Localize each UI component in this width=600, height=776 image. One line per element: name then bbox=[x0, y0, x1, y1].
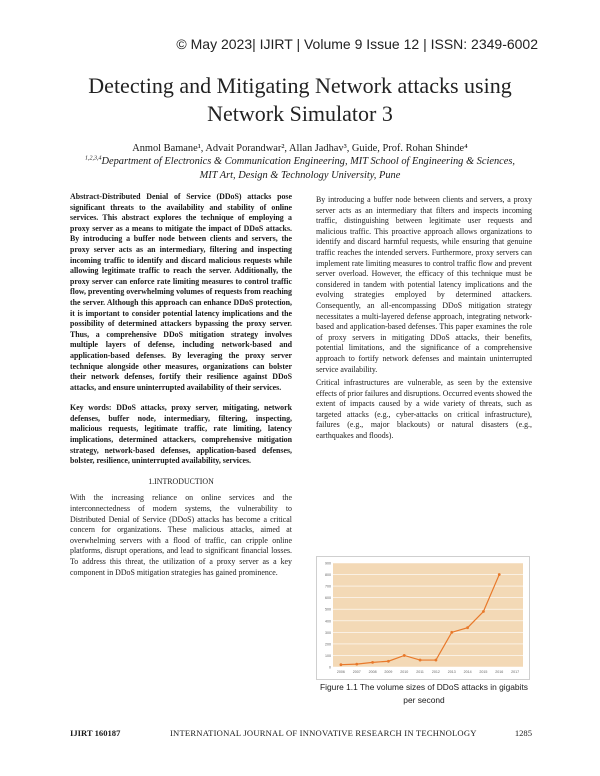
chart-y-tick-label: 400 bbox=[325, 619, 331, 624]
chart-x-tick-label: 2013 bbox=[447, 670, 456, 674]
footer-journal-name: INTERNATIONAL JOURNAL OF INNOVATIVE RESEARCH IN TECHNOLOGY bbox=[170, 728, 477, 738]
chart-y-tick-label: 900 bbox=[325, 561, 331, 566]
chart-data-point bbox=[450, 631, 453, 634]
chart-y-tick-label: 100 bbox=[325, 653, 331, 658]
intro-paragraph-left: With the increasing reliance on online services and the interconnectedness of modern systems, the vulnerability to Distributed Denial of Service (DDoS) attacks has become a critical concern for organizations. These malicious attacks, aimed at overwhelming servers with a flood of traffic, can cripple online platforms, disrupt operations, and lead to significant financial losses. To address this threat, the utilization of a proxy server as a key component in DDoS mitigation strategies has gained prominence. bbox=[70, 493, 292, 577]
chart-data-point bbox=[403, 654, 406, 657]
figure-ddos-volume-chart bbox=[316, 556, 530, 680]
chart-data-point bbox=[498, 573, 501, 576]
chart-x-tick-label: 2015 bbox=[479, 670, 488, 674]
affiliation-line-1: Department of Electronics & Communication Engineering, MIT School of Engineering & Sciences, bbox=[101, 156, 516, 167]
chart-y-tick-label: 700 bbox=[325, 584, 331, 589]
journal-header: © May 2023| IJIRT | Volume 9 Issue 12 | ISSN: 2349-6002 bbox=[176, 36, 538, 52]
chart-x-tick-label: 2008 bbox=[368, 670, 377, 674]
chart-x-tick-label: 2017 bbox=[511, 670, 520, 674]
figure-caption: Figure 1.1 The volume sizes of DDoS attacks in gigabits per second bbox=[320, 682, 528, 705]
chart-x-tick-label: 2007 bbox=[352, 670, 361, 674]
affiliation bbox=[40, 155, 560, 183]
chart-x-tick-label: 2006 bbox=[336, 670, 345, 674]
paper-title: Detecting and Mitigating Network attacks using Network Simulator 3 bbox=[88, 73, 512, 126]
chart-y-tick-label: 300 bbox=[325, 630, 331, 635]
chart-data-point bbox=[340, 663, 343, 666]
chart-data-point bbox=[419, 659, 422, 662]
chart-x-tick-label: 2014 bbox=[463, 670, 472, 674]
intro-paragraph-right-2: Critical infrastructures are vulnerable, as seen by the extensive effects of prior failures and disruptions. Occurred events showed the extent of impacts caused by a wide variety of threats, such as targeted attacks (e.g., cyber-attacks on critical infrastructure), failures (e.g., major blackouts) or natural disasters (e.g., earthquakes and floods). bbox=[316, 378, 532, 441]
keywords: Key words: DDoS attacks, proxy server, mitigating, network defenses, buffer node, intermediary, filtering, inspecting, malicious requests, legitimate traffic, rate limiting, latency implications, determined attackers, comprehensive mitigation strategy, network-based defenses, application-based defenses, bolster, resilience, uninterrupted availability, services. bbox=[70, 403, 292, 466]
affiliation-line-2: MIT Art, Design & Technology University, Pune bbox=[199, 170, 401, 181]
chart-y-tick-label: 500 bbox=[325, 607, 331, 612]
chart-data-point bbox=[435, 659, 438, 662]
page-footer bbox=[70, 728, 532, 740]
footer-page-number: 1285 bbox=[514, 728, 532, 738]
affiliation-superscript: 1,2,3,4 bbox=[84, 155, 102, 162]
left-column bbox=[70, 192, 292, 578]
chart-x-tick-label: 2012 bbox=[431, 670, 440, 674]
chart-y-tick-label: 800 bbox=[325, 573, 331, 578]
chart-data-point bbox=[466, 626, 469, 629]
chart-x-tick-label: 2016 bbox=[495, 670, 504, 674]
chart-y-tick-label: 0 bbox=[329, 665, 331, 670]
chart-x-tick-label: 2009 bbox=[384, 670, 393, 674]
section-heading-introduction: 1.INTRODUCTION bbox=[148, 476, 214, 486]
abstract: Abstract-Distributed Denial of Service (DDoS) attacks pose significant threats to the availability and stability of online services. This abstract explores the technique of employing a proxy server as a means to mitigate the impact of DDoS attacks. By introducing a buffer node between clients and servers, the proxy server acts as an intermediary, filtering and inspecting incoming traffic to identify and discard malicious requests while allowing legitimate traffic to reach the server. Additionally, the proxy server can enforce rate limiting measures to control traffic flow, preventing overwhelming volumes of requests from reaching the server. Although this approach can enhance DDoS protection, it is important to consider potential latency implications and the possibility of determined attackers bypassing the proxy server. Thus, a comprehensive DDoS mitigation strategy involves multiple layers of defense, including network-based and application-based defenses. By leveraging the proxy server technique alongside other measures, organizations can bolster their network defenses, fortify their resilience against DDoS attacks, and ensure uninterrupted availability of their services. bbox=[70, 192, 292, 392]
chart-x-tick-label: 2010 bbox=[400, 670, 409, 674]
chart-svg bbox=[317, 557, 529, 679]
chart-data-point bbox=[387, 660, 390, 663]
chart-y-tick-label: 200 bbox=[325, 642, 331, 647]
chart-x-tick-label: 2011 bbox=[416, 670, 424, 674]
chart-data-point bbox=[371, 661, 374, 664]
author-list: Anmol Bamane¹, Advait Porandwar², Allan Jadhav³, Guide, Prof. Rohan Shinde⁴ bbox=[132, 143, 468, 154]
chart-plot-area bbox=[333, 563, 523, 667]
right-column bbox=[316, 195, 532, 442]
chart-data-point bbox=[355, 663, 358, 666]
intro-paragraph-right-1: By introducing a buffer node between clients and servers, a proxy server acts as an intermediary that filters and inspects incoming traffic, distinguishing between legitimate user requests and malicious traffic. This proactive approach allows organizations to identify and discard harmful requests, while ensuring that genuine traffic reaches the intended servers. Furthermore, proxy servers can implement rate limiting measures to control traffic flow and prevent server overload. However, the efficacy of this technique must be considered in tandem with potential latency implications and the evolving strategies employed by determined attackers. Consequently, an all-encompassing DDoS mitigation strategy necessitates a multi-layered defense approach, integrating network-based and application-based defenses. This paper examines the role of proxy servers in mitigating DDoS attacks, their benefits, potential limitations, and the significance of a comprehensive approach to fortify network defenses and maintain uninterrupted service availability. bbox=[316, 195, 532, 374]
chart-data-point bbox=[482, 610, 485, 613]
chart-y-tick-label: 600 bbox=[325, 596, 331, 601]
footer-paper-id: IJIRT 160187 bbox=[70, 728, 121, 738]
